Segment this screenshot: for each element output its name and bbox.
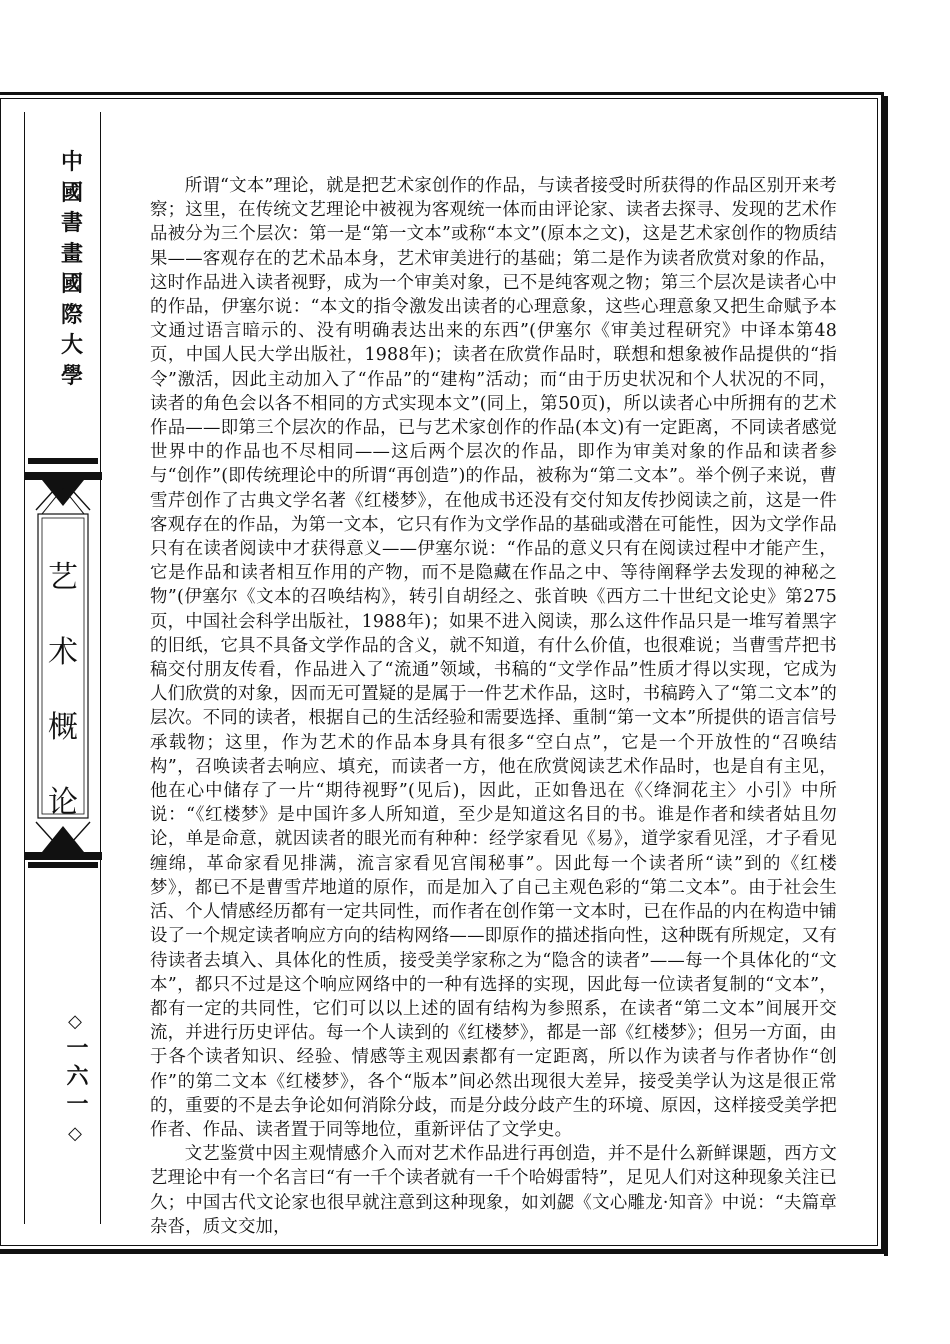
paragraph: 所谓“文本”理论，就是把艺术家创作的作品，与读者接受时所获得的作品区别开来考察；这里，在传统文艺理论中被视为客观统一体而由评论家、读者去探寻、发现的艺术作品被分为三个层次：第一是“第一文本”或称“本文”(原本之文)，这是艺术家创作的物质结果——客观存在的艺术品本身，艺术审美进行的基础；第二是作为读者欣赏对象的作品，这时作品进入读者视野，成为一个审美对象，已不是纯客观之物；第三个层次是读者心中的作品，伊塞尔说：“本文的指令激发出读者的心理意象，这些心理意象又把生命赋予本文通过语言暗示的、没有明确表达出来的东西”(伊塞尔《审美过程研究》中译本第48页，中国人民大学出版社，1988年)；读者在欣赏作品时，联想和想象被作品提供的“指令”激活，因此主动加入了“作品”的“建构”活动；而“由于历史状况和个人状况的不同，读者的角色会以各不相同的方式实现本文”(同上，第50页)，所以读者心中所拥有的艺术作品——即第三个层次的作品，已与艺术家创作的作品(本文)有一定距离，不同读者感觉世界中的作品也不尽相同——这后两个层次的作品，即作为审美对象的作品和读者参与“创作”(即传统理论中的所谓“再创造”)的作品，被称为“第二文本”。举个例子来说，曹雪芹创作了古典文学名著《红楼梦》，在他成书还没有交付知友传抄阅读之前，这是一件客观存在的作品，为第一文本，它只有作为文学作品的基础或潜在可能性，因为文学作品只有在读者阅读中才获得意义——伊塞尔说：“作品的意义只有在阅读过程中才能产生，它是作品和读者相互作用的产物，而不是隐藏在作品之中、等待阐释学去发现的神秘之物”(伊塞尔《文本的召唤结构》，转引自胡经之、张首映《西方二十世纪文论史》第275页，中国社会科学出版社，1988年)；如果不进入阅读，那么这件作品只是一堆写着黑字的旧纸，它具不具备文学作品的含义，就不知道，有什么价值，也很难说；当曹雪芹把书稿交付朋友传看，作品进入了“流通”领域，书稿的“文学作品”性质才得以实现，它成为人们欣赏的对象，因而无可置疑的是属于一件艺术作品，这时，书稿跨入了“第二文本”的层次。不同的读者，根据自己的生活经验和需要选择、重制“第一文本”所提供的语言信号承载物；这里，作为艺术的作品本身具有很多“空白点”，它是一个开放性的“召唤结构”，召唤读者去响应、填充，而读者一方，他在欣赏阅读艺术作品时，也是自有主见，他在心中储存了一片“期待视野”(见后)，因此，正如鲁迅在《〈绛洞花主〉小引》中所说：“《红楼梦》是中国许多人所知道，至少是知道这名目的书。谁是作者和续者姑且勿论，单是命意，就因读者的眼光而有种种：经学家看见《易》，道学家看见淫，才子看见缠绵，革命家看见排满，流言家看见宫闱秘事”。因此每一个读者所“读”到的《红楼梦》，都已不是曹雪芹地道的原作，而是加入了自己主观色彩的“第二文本”。由于社会生活、个人情感经历都有一定共同性，而作者在创作第一文本时，已在作品的内在构造中铺设了一个规定读者响应方向的结构网络——即原作的描述指向性，这种既有所规定，又有待读者去填入、具体化的性质，接受美学家称之为“隐含的读者”——每一个具体化的“文本”，都只不过是这个响应网络中的一种有选择的实现，因此每一位读者复制的“文本”，都有一定的共同性，它们可以以上述的固有结构为参照系，在读者“第二文本”间展开交流，并进行历史评估。每一个人读到的《红楼梦》，都是一部《红楼梦》；但另一方面，由于各个读者知识、经验、情感等主观因素都有一定距离，所以作为读者与作者协作“创作”的第二文本《红楼梦》，各个“版本”间必然出现很大差异，接受美学认为这是很正常的，重要的不是去争论如何消除分歧，而是分歧分歧产生的环境、原因，这样接受美学把作者、作品、读者置于同等地位，重新评估了文学史。 bbox=[150, 176, 837, 1140]
frame-shadow-bottom bbox=[0, 1250, 888, 1254]
university-name: 中國書畫國際大學 bbox=[60, 150, 83, 389]
diamond-icon: ◇ bbox=[68, 1011, 82, 1032]
diamond-icon: ◇ bbox=[68, 1123, 82, 1144]
ornament-bottom-icon bbox=[22, 818, 104, 866]
ornament-top-icon bbox=[22, 466, 104, 514]
sidebar-rule-left bbox=[24, 112, 25, 1224]
ornament-bar-bottom bbox=[28, 862, 98, 868]
sidebar-rule-right bbox=[100, 112, 101, 1224]
body-text bbox=[150, 174, 837, 1239]
paragraph: 文艺鉴赏中因主观情感介入而对艺术作品进行再创造，并不是什么新鲜课题，西方文艺理论中有一个名言曰“有一千个读者就有一千个哈姆雷特”，足见人们对这种现象关注已久；中国古代文论家也很早就注意到这种现象，如刘勰《文心雕龙·知音》中说：“夫篇章杂沓，质文交加， bbox=[150, 1144, 837, 1237]
page-number-text: 一六一 bbox=[63, 1036, 88, 1120]
page-number-digits bbox=[50, 1036, 100, 1120]
ornament-bar-top bbox=[28, 458, 98, 464]
page-number bbox=[50, 1008, 100, 1148]
frame-shadow-right bbox=[884, 96, 888, 1256]
book-title: 艺术概论 bbox=[48, 560, 78, 820]
